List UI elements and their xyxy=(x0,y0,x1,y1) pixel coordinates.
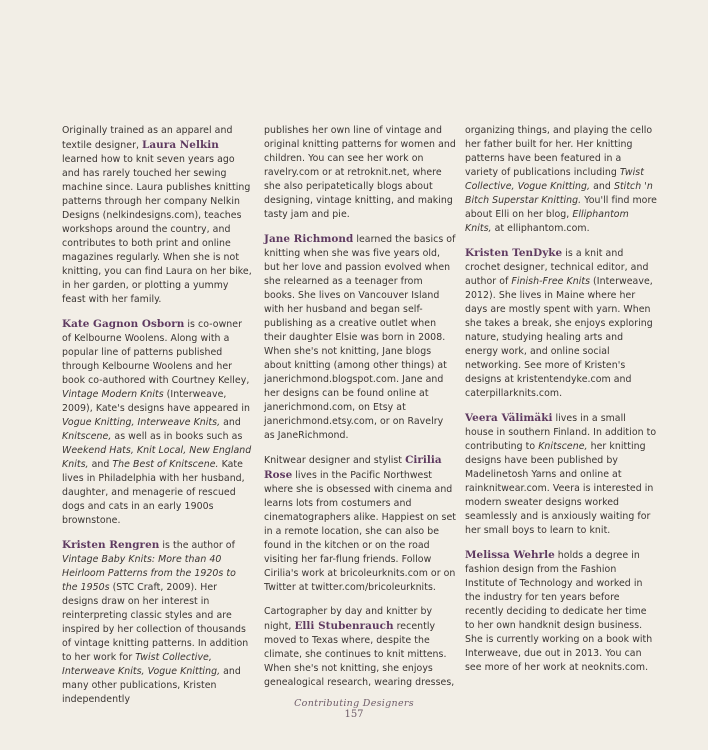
bio-paragraph xyxy=(465,124,657,236)
designer-name: Kristen Rengren xyxy=(62,539,160,551)
bio-text: holds a degree in fashion design from the Fashion Institute of Technology and worked in the industry for ten years before recently deciding to dedicate her time to her own handknit design business. She is currently working on a book with Interweave, due out in 2013. You can see more of her work at neoknits.com. xyxy=(465,550,653,673)
bio-text: You'll find more about Elli on her blog, xyxy=(465,195,657,220)
bio-paragraph xyxy=(465,246,657,401)
bio-text: (STC Craft, 2009). Her designs draw on her interest in reinterpreting classic styles and are inspired by her collection of thousands of vintage knitting patterns. In addition to her work for xyxy=(62,582,249,663)
designer-name: Veera Välimäki xyxy=(465,412,553,424)
publication-title: Knitscene, xyxy=(538,441,588,452)
bio-text: lives in the Pacific Northwest where she is obsessed with cinema and learns lots from costumers and cinematographers alike. Happiest on set in a remote location, she can also be found in the kitchen or on the road visiting her far-flung friends. Follow Cirilia's work at bricoleurknits.com or on Twitter at twitter.com/bricoleurknits. xyxy=(264,470,457,593)
designer-name: Jane Richmond xyxy=(264,233,354,245)
designer-name: Laura Nelkin xyxy=(142,139,219,151)
bio-text: recently moved to Texas where, despite the climate, she continues to knit mittens. When she's not knitting, she enjoys genealogical research, wearing dresses, xyxy=(264,621,455,688)
text-column-1 xyxy=(62,124,254,717)
bio-paragraph xyxy=(465,548,657,675)
publication-title: Vintage Baby Knits: More than 40 Heirloom Patterns from the 1920s to the 1950s xyxy=(62,554,236,593)
bio-text: at elliphantom.com. xyxy=(491,223,590,234)
designer-name: Melissa Wehrle xyxy=(465,549,555,561)
designer-name: Kristen TenDyke xyxy=(465,247,563,259)
publication-title: Elliphantom Knits, xyxy=(465,209,629,234)
running-footer xyxy=(254,698,454,720)
bio-text: Originally trained as an apparel and textile designer, xyxy=(62,125,233,151)
bio-paragraph xyxy=(62,317,254,528)
bio-text: and many other publications, Kristen independently xyxy=(62,666,241,705)
bio-text: and xyxy=(590,181,614,192)
publication-title: Vogue Knitting, Interweave Knits, xyxy=(62,417,221,428)
bio-text: Kate lives in Philadelphia with her husband, daughter, and menagerie of rescued dogs and cats in an early 1900s brownstone. xyxy=(62,459,245,526)
bio-text: her knitting designs have been published by Madelinetosh Yarns and online at rainknitwear.com. Veera is interested in modern sweater designs worked seamlessly and is anxiously waiting for her small boys to learn to knit. xyxy=(465,441,654,536)
publication-title: Stitch 'n Bitch Superstar Knitting. xyxy=(465,181,653,206)
bio-text: publishes her own line of vintage and original knitting patterns for women and children. You can see her work on ravelry.com or at retroknit.net, where she also peripatetically blogs about designing, vintage knitting, and making tasty jam and pie. xyxy=(264,125,456,220)
bio-text: is co-owner of Kelbourne Woolens. Along with a popular line of patterns published through Kelbourne Woolens and her book co-authored with Courtney Kelley, xyxy=(62,319,250,386)
page-number: 157 xyxy=(344,709,364,720)
bio-text: learned how to knit seven years ago and has rarely touched her sewing machine since. Laura publishes knitting patterns through her company Nelkin Designs (nelkindesigns.com), teaches workshops around the country, and contributes to both print and online magazines regularly. When she is not knitting, you can find Laura on her bike, in her garden, or plotting a yummy feast with her family. xyxy=(62,154,252,305)
bio-text: learned the basics of knitting when she was five years old, but her love and passion evolved when she relearned as a teenager from books. She lives on Vancouver Island with her husband and began self-publishing as a creative outlet when their daughter Elsie was born in 2008. When she's not knitting, Jane blogs about knitting (among other things) at janerichmond.blogspot.com. Jane and her designs can be found online at janerichmond.com, on Etsy at janerichmond.etsy.com, or on Ravelry as JaneRichmond. xyxy=(264,234,456,441)
publication-title: Finish-Free Knits xyxy=(511,276,591,287)
designer-name: Elli Stubenrauch xyxy=(294,620,394,632)
bio-text: is a knit and crochet designer, technical editor, and author of xyxy=(465,248,649,287)
bio-text: and xyxy=(88,459,113,470)
publication-title: Weekend Hats, Knit Local, New England Knits, xyxy=(62,445,252,470)
bio-paragraph xyxy=(264,453,456,595)
bio-paragraph xyxy=(62,124,254,307)
bio-text: organizing things, and playing the cello her father built for her. Her knitting patterns have been featured in a variety of publications including xyxy=(465,125,653,178)
bio-text: is the author of xyxy=(159,540,235,551)
designer-name: Cirilia Rose xyxy=(264,454,442,481)
text-column-3 xyxy=(465,124,657,685)
text-column-2 xyxy=(264,124,456,700)
publication-title: Knitscene, xyxy=(62,431,112,442)
bio-text: Knitwear designer and stylist xyxy=(264,455,406,466)
publication-title: Twist Collective, Vogue Knitting, xyxy=(465,167,644,192)
publication-title: Twist Collective, Interweave Knits, Vogue Knitting, xyxy=(62,652,221,677)
designer-name: Kate Gagnon Osborn xyxy=(62,318,185,330)
publication-title: Vintage Modern Knits xyxy=(62,389,164,400)
bio-text: as well as in books such as xyxy=(111,431,243,442)
bio-paragraph xyxy=(465,411,657,538)
bio-paragraph xyxy=(62,538,254,707)
bio-text: Cartographer by day and knitter by night, xyxy=(264,606,433,632)
bio-paragraph xyxy=(264,232,456,443)
bio-paragraph xyxy=(264,605,456,690)
footer-section-label: Contributing Designers xyxy=(294,698,414,709)
publication-title: The Best of Knitscene. xyxy=(112,459,219,470)
bio-paragraph xyxy=(264,124,456,222)
bio-text: (Interweave, 2012). She lives in Maine where her days are mostly spent with yarn. When she takes a break, she enjoys exploring nature, studying healing arts and energy work, and online social networking. See more of Kristen's designs at kristentendyke.com and caterpillarknits.com. xyxy=(465,276,653,399)
bio-text: (Interweave, 2009), Kate's designs have appeared in xyxy=(62,389,250,414)
bio-text: and xyxy=(220,417,241,428)
bio-text: lives in a small house in southern Finland. In addition to contributing to xyxy=(465,413,657,452)
